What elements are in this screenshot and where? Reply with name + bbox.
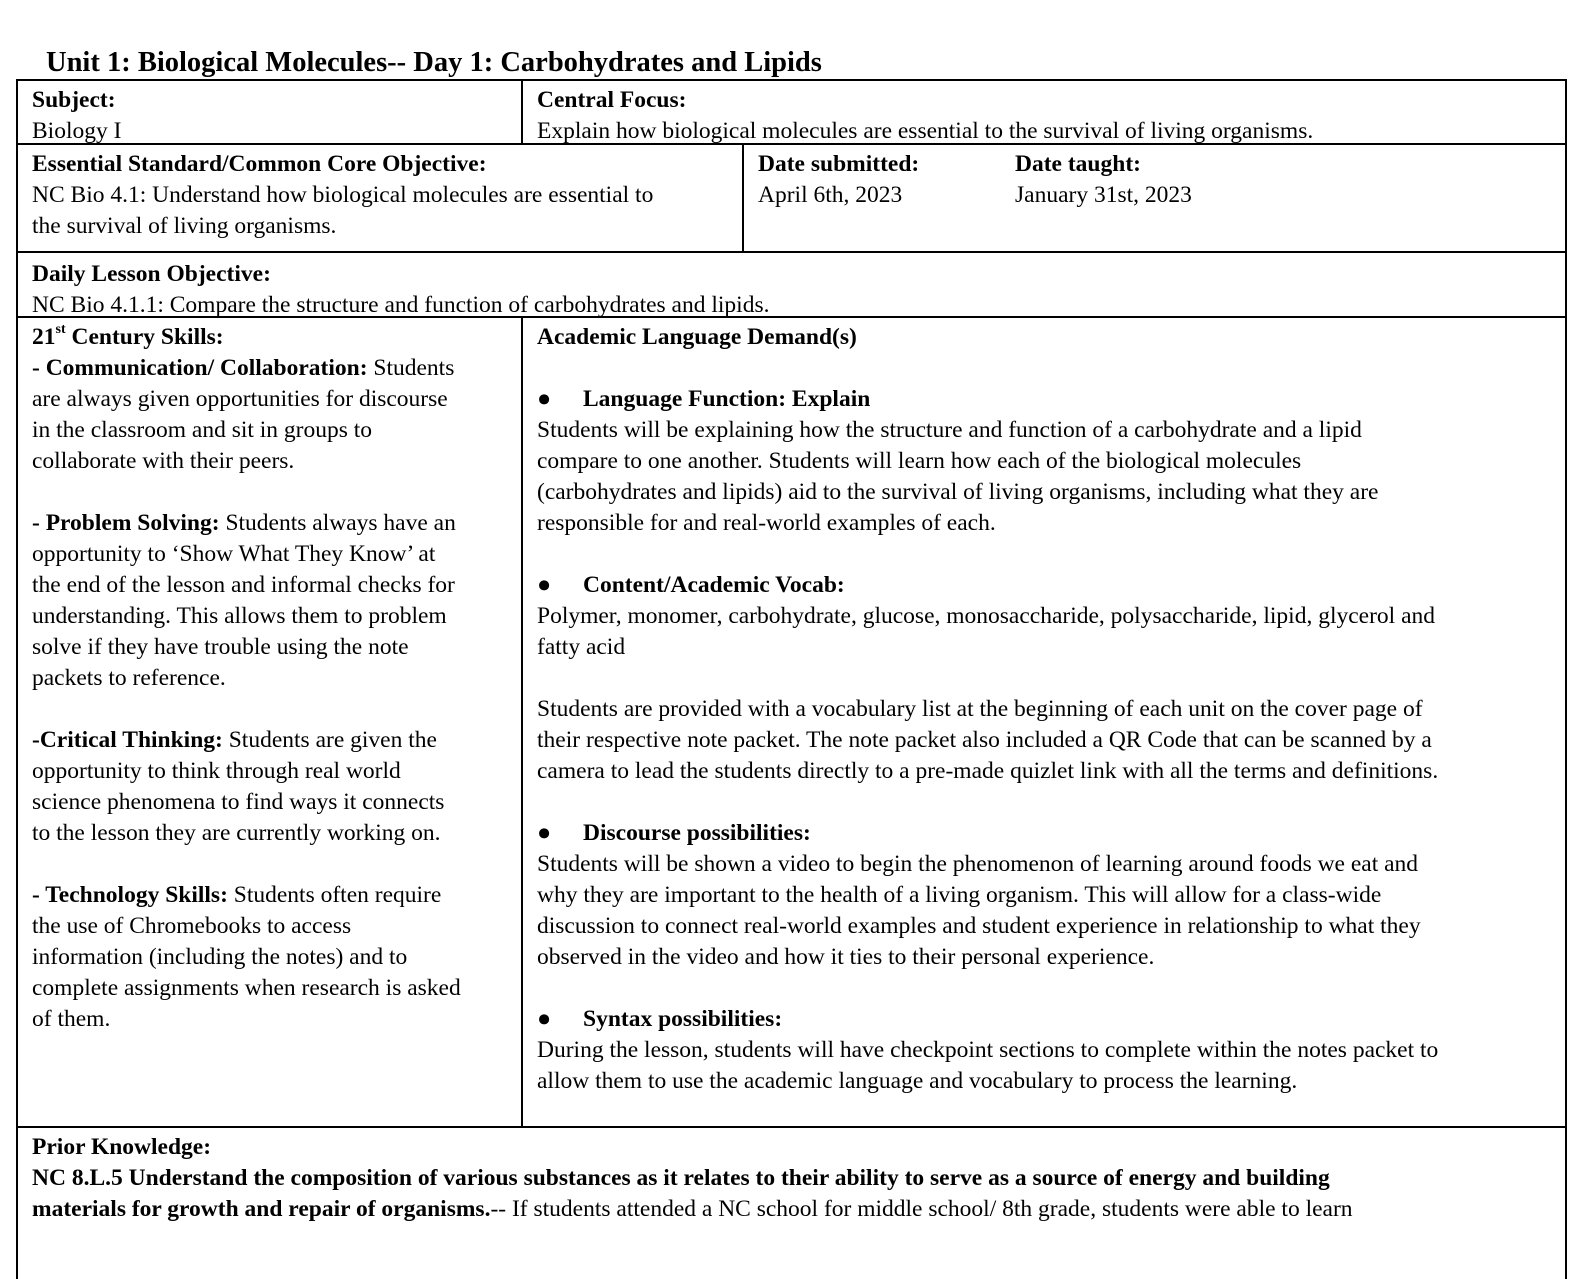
- central-focus-label: Central Focus:: [537, 87, 687, 113]
- discourse-section: ● Discourse possibilities: Students will be shown a video to begin the phenomenon of learning around foods we eat and why they are important to the health of a living organism. This will allow for a class-wide discussion to connect real-world examples and student experience in relationship to what they observed in the video and how it ties to their personal experience.: [537, 820, 1421, 970]
- bullet-icon: ●: [537, 820, 552, 846]
- skill-technology: - Technology Skills: Students often require the use of Chromebooks to access information (including the notes) and to complete assignments when research is asked of them.: [32, 882, 461, 1032]
- essential-standard-label: Essential Standard/Common Core Objective:: [32, 151, 487, 177]
- subject-label: Subject:: [32, 87, 116, 113]
- page-title: Unit 1: Biological Molecules-- Day 1: Carbohydrates and Lipids: [46, 47, 822, 78]
- central-focus-cell: [523, 81, 1563, 147]
- date-taught-value: January 31st, 2023: [1015, 182, 1192, 208]
- subject-cell: [18, 81, 522, 147]
- daily-objective-value: NC Bio 4.1.1: Compare the structure and function of carbohydrates and lipids.: [32, 292, 770, 318]
- vocab-section: ● Content/Academic Vocab: Polymer, monomer, carbohydrate, glucose, monosaccharide, polysaccharide, lipid, glycerol and fatty acid Students are provided with a vocabulary list at the beginning of each unit on the cover page of their respective note packet. The note packet also included a QR Code that can be scanned by a camera to lead the students directly to a pre-made quizlet link with all the terms and definitions.: [537, 572, 1439, 784]
- essential-standard-line: NC Bio 4.1: Understand how biological molecules are essential to: [32, 182, 654, 208]
- skill-problem-solving: - Problem Solving: Students always have an opportunity to ‘Show What They Know’ at the end of the lesson and informal checks for understanding. This allows them to problem solve if they have trouble using the note packets to reference.: [32, 510, 456, 691]
- language-function-section: ● Language Function: Explain Students will be explaining how the structure and function of a carbohydrate and a lipid compare to one another. Students will learn how each of the biological molecules (carbohydrates and lipids) aid to the survival of living organisms, including what they are responsible for and real-world examples of each.: [537, 386, 1379, 536]
- date-taught-label: Date taught:: [1015, 151, 1141, 177]
- syntax-section: ● Syntax possibilities: During the lesson, students will have checkpoint sections to complete within the notes packet to allow them to use the academic language and vocabulary to process the learning.: [537, 1006, 1439, 1094]
- skill-critical-thinking: -Critical Thinking: Students are given the opportunity to think through real world science phenomena to find ways it connects to the lesson they are currently working on.: [32, 727, 445, 846]
- daily-objective-label: Daily Lesson Objective:: [32, 261, 271, 287]
- date-submitted-cell: [744, 145, 1000, 211]
- skill-communication: - Communication/ Collaboration: Students are always given opportunities for discourse in the classroom and sit in groups to collaborate with their peers.: [32, 355, 455, 474]
- lesson-plan-table: [16, 79, 1567, 1279]
- academic-language-label: Academic Language Demand(s): [537, 324, 857, 350]
- bullet-icon: ●: [537, 572, 552, 598]
- prior-knowledge-standard: NC 8.L.5 Understand the composition of various substances as it relates to their ability to serve as a source of energy and building: [32, 1165, 1330, 1191]
- divider: [18, 251, 1565, 253]
- central-focus-value: Explain how biological molecules are essential to the survival of living organisms.: [537, 118, 1314, 144]
- daily-objective-cell: [18, 255, 1563, 321]
- academic-language-cell: [523, 318, 1563, 1097]
- date-submitted-value: April 6th, 2023: [758, 182, 903, 208]
- bullet-icon: ●: [537, 386, 552, 412]
- prior-knowledge-label: Prior Knowledge:: [32, 1134, 212, 1160]
- essential-standard-cell: [18, 145, 743, 242]
- skills-label: 21st Century Skills:: [32, 322, 224, 350]
- prior-knowledge-text: materials for growth and repair of organisms.-- If students attended a NC school for middle school/ 8th grade, students were able to learn: [32, 1196, 1353, 1222]
- subject-value: Biology I: [32, 118, 122, 144]
- date-taught-cell: [1001, 145, 1401, 211]
- date-submitted-label: Date submitted:: [758, 151, 920, 177]
- prior-knowledge-cell: [18, 1128, 1563, 1225]
- bullet-icon: ●: [537, 1006, 552, 1032]
- essential-standard-line: the survival of living organisms.: [32, 213, 337, 239]
- skills-cell: [18, 318, 522, 1035]
